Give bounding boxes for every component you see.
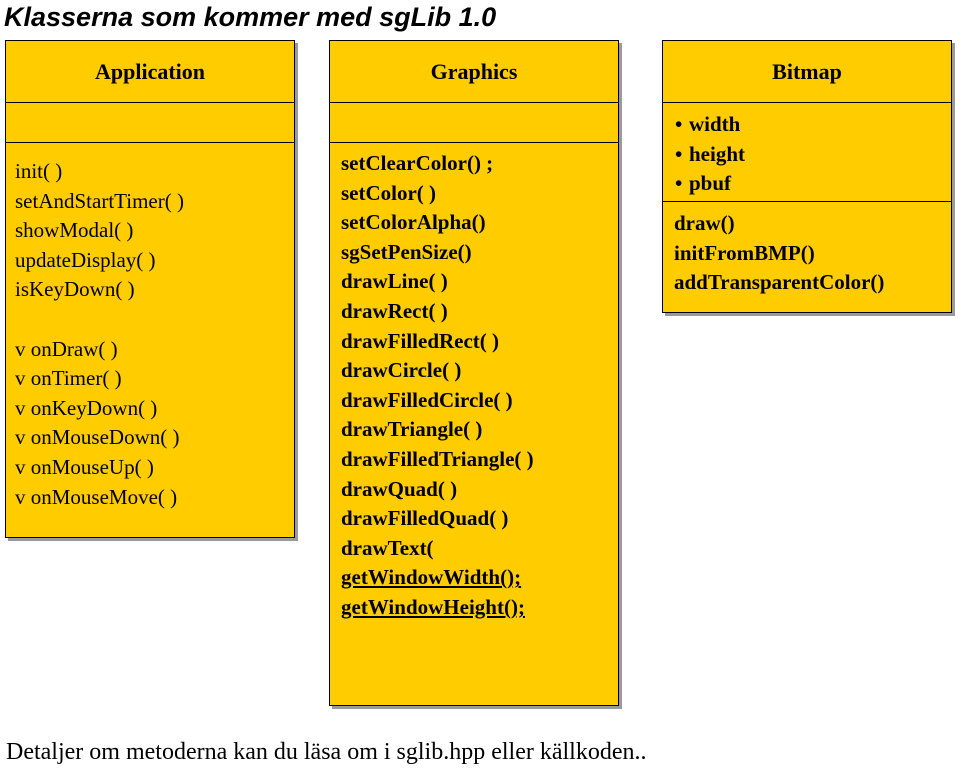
attribute-list-bitmap bbox=[675, 110, 745, 199]
class-box-graphics bbox=[329, 40, 619, 706]
method-item: drawFilledTriangle( ) bbox=[341, 446, 534, 471]
method-item: sgSetPenSize() bbox=[341, 239, 472, 264]
method-item: drawRect( ) bbox=[341, 298, 448, 323]
virtual-method-item: v onKeyDown( ) bbox=[15, 395, 158, 420]
method-item: drawText( bbox=[341, 535, 434, 560]
attributes-section-graphics bbox=[330, 103, 618, 143]
list-spacer bbox=[15, 305, 184, 335]
method-item: drawFilledCircle( ) bbox=[341, 387, 513, 412]
attributes-section-application bbox=[6, 103, 294, 143]
method-item: drawQuad( ) bbox=[341, 476, 458, 501]
class-name-graphics: Graphics bbox=[330, 41, 618, 103]
virtual-method-item: v onMouseDown( ) bbox=[15, 425, 180, 450]
method-list-bitmap bbox=[674, 209, 884, 298]
virtual-method-item: v onTimer( ) bbox=[15, 366, 122, 391]
method-item: setColor( ) bbox=[341, 180, 437, 205]
class-box-bitmap bbox=[662, 40, 952, 313]
method-item: drawLine( ) bbox=[341, 269, 448, 294]
method-item: initFromBMP() bbox=[674, 240, 815, 265]
method-item: draw() bbox=[674, 211, 735, 235]
footer-note: Detaljer om metoderna kan du läsa om i sglib.hpp eller källkoden.. bbox=[6, 739, 647, 765]
method-item: drawFilledQuad( ) bbox=[341, 506, 509, 531]
attribute-item: • width bbox=[675, 110, 745, 140]
class-name-bitmap: Bitmap bbox=[663, 41, 951, 103]
method-list-graphics bbox=[341, 149, 534, 623]
attribute-item: • pbuf bbox=[675, 169, 745, 199]
virtual-method-item: v onMouseUp( ) bbox=[15, 454, 154, 479]
method-item: addTransparentColor() bbox=[674, 270, 885, 295]
method-item: getWindowWidth(); bbox=[341, 565, 522, 590]
method-item: showModal( ) bbox=[15, 218, 134, 243]
method-item: drawTriangle( ) bbox=[341, 417, 483, 442]
virtual-method-item: v onMouseMove( ) bbox=[15, 484, 178, 509]
method-item: drawCircle( ) bbox=[341, 358, 462, 383]
page-title: Klasserna som kommer med sgLib 1.0 bbox=[4, 2, 497, 32]
class-box-application bbox=[5, 40, 295, 538]
method-item: init( ) bbox=[15, 159, 63, 183]
method-item: updateDisplay( ) bbox=[15, 247, 156, 272]
method-item: setColorAlpha() bbox=[341, 210, 486, 235]
method-item: drawFilledRect( ) bbox=[341, 328, 500, 353]
method-list-application bbox=[15, 157, 184, 512]
method-item: getWindowHeight(); bbox=[341, 594, 525, 619]
method-item: setClearColor() ; bbox=[341, 151, 494, 175]
method-item: setAndStartTimer( ) bbox=[15, 188, 184, 213]
class-name-application: Application bbox=[6, 41, 294, 103]
attribute-item: • height bbox=[675, 140, 745, 170]
virtual-method-item: v onDraw( ) bbox=[15, 336, 118, 361]
method-item: isKeyDown( ) bbox=[15, 277, 135, 302]
